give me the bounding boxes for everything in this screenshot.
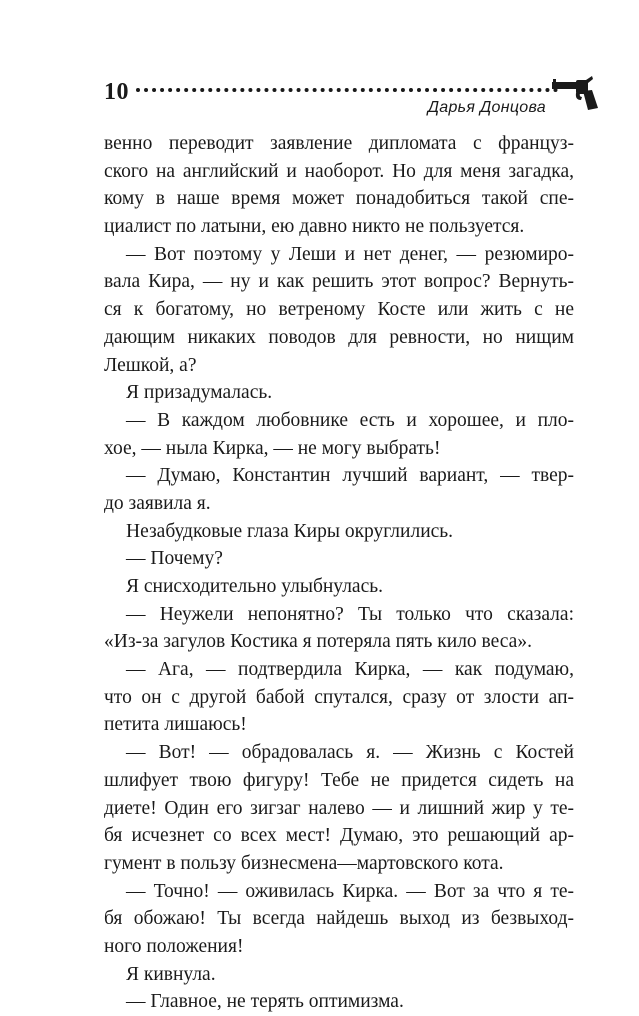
text-line: Лешкой, а? <box>104 354 197 376</box>
text-line: ного положения! <box>104 935 244 957</box>
text-line: хое, — ныла Кирка, — не могу выбрать! <box>104 437 441 459</box>
text-line: — Ага, — подтвердила Кирка, — как подумаю, <box>126 659 574 681</box>
text-line: до заявила я. <box>104 492 211 514</box>
text-line: циалист по латыни, ею давно никто не пользуется. <box>104 216 525 238</box>
text-line: Незабудковые глаза Киры округлились. <box>126 520 454 542</box>
text-line: — Вот! — обрадовалась я. — Жизнь с Костей <box>126 742 574 764</box>
text-line: кому в наше время может понадобиться такой спе- <box>104 188 574 210</box>
text-line: ского на английский и наоборот. Но для меня загадка, <box>104 160 574 182</box>
text-line: — Почему? <box>126 548 223 570</box>
text-line: — Главное, не терять оптимизма. <box>126 991 404 1013</box>
text-line: петита лишаюсь! <box>104 714 247 736</box>
page-text-body <box>104 130 574 1016</box>
page-number: 10 <box>104 79 129 105</box>
text-line: венно переводит заявление дипломата с француз- <box>104 133 574 154</box>
text-line: — Думаю, Константин лучший вариант, — твер- <box>126 465 574 487</box>
text-line: ся к богатому, но ветреному Косте или жить с не <box>104 299 574 321</box>
text-line: Я кивнула. <box>126 963 216 985</box>
text-line: гумент в пользу бизнесмена—мартовского кота. <box>104 852 504 874</box>
running-head-author: Дарья Донцова <box>427 99 546 116</box>
text-line: Я снисходительно улыбнулась. <box>126 576 384 597</box>
text-line: вала Кира, — ну и как решить этот вопрос? Вернуть- <box>104 271 574 293</box>
dotted-rule <box>136 88 558 92</box>
text-line: — Точно! — оживилась Кирка. — Вот за что я те- <box>126 880 574 902</box>
text-line: — В каждом любовнике есть и хорошее, и пло- <box>126 409 574 431</box>
text-line: Я призадумалась. <box>126 382 273 404</box>
text-line: что он с другой бабой спутался, сразу от злости ап- <box>104 686 574 708</box>
revolver-icon <box>550 74 600 114</box>
text-line: бя обожаю! Ты всегда найдешь выход из безвыход- <box>104 908 574 930</box>
text-line: шлифует твою фигуру! Тебе не придется сидеть на <box>104 769 574 791</box>
text-line: — Вот поэтому у Леши и нет денег, — резюмиро- <box>126 243 574 265</box>
text-line: дающим никаких поводов для ревности, но нищим <box>104 326 574 348</box>
text-line: бя исчезнет со всех мест! Думаю, это решающий ар- <box>104 825 574 847</box>
text-line: диете! Один его зигзаг налево — и лишний жир у те- <box>104 797 574 819</box>
running-head <box>104 74 600 118</box>
text-line: «Из-за загулов Костика я потеряла пять кило веса». <box>104 631 532 653</box>
text-line: — Неужели непонятно? Ты только что сказала: <box>126 603 574 625</box>
